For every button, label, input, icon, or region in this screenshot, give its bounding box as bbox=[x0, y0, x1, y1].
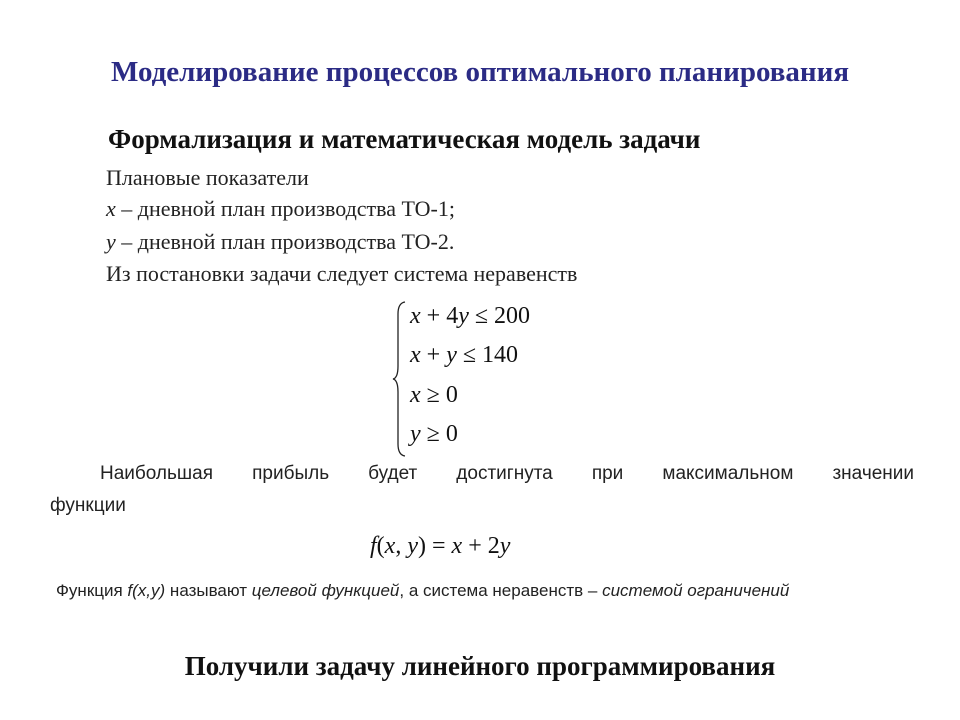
definition-note: Функция f(x,y) называют целевой функцией, а система неравенств – системой ограничений bbox=[56, 581, 790, 600]
objective-function: f(x, y) = x + 2y bbox=[370, 533, 511, 559]
slide-title: Моделирование процессов оптимального планирования bbox=[110, 56, 850, 88]
x-definition-line bbox=[106, 196, 455, 222]
objective-term: целевой функцией bbox=[251, 581, 400, 600]
inequality-1: x + 4y ≤ 200 bbox=[410, 303, 531, 329]
inequality-3: x ≥ 0 bbox=[410, 382, 458, 408]
y-description: – дневной план производства ТО-2. bbox=[115, 229, 455, 254]
profit-paragraph bbox=[50, 458, 914, 522]
indicators-line: Плановые показатели bbox=[106, 165, 309, 190]
profit-paragraph-line-2: функции bbox=[50, 495, 126, 516]
inequality-4: y ≥ 0 bbox=[410, 421, 458, 447]
y-variable: y bbox=[106, 229, 116, 254]
constraints-term: системой ограничений bbox=[602, 581, 790, 600]
x-description: – дневной план производства ТО-1; bbox=[115, 196, 455, 221]
inequality-system bbox=[392, 300, 592, 458]
x-variable: x bbox=[106, 196, 116, 221]
profit-paragraph-line-1: Наибольшая прибыль будет достигнута при максимальном значении bbox=[100, 463, 914, 484]
function-name: f(x,y) bbox=[127, 581, 166, 600]
section-subtitle: Формализация и математическая модель задачи bbox=[108, 124, 701, 154]
inequality-2: x + y ≤ 140 bbox=[410, 342, 519, 368]
system-intro-line: Из постановки задачи следует система неравенств bbox=[106, 261, 578, 286]
y-definition-line bbox=[106, 229, 454, 255]
conclusion: Получили задачу линейного программирования bbox=[184, 651, 776, 681]
left-brace-icon bbox=[392, 300, 408, 458]
